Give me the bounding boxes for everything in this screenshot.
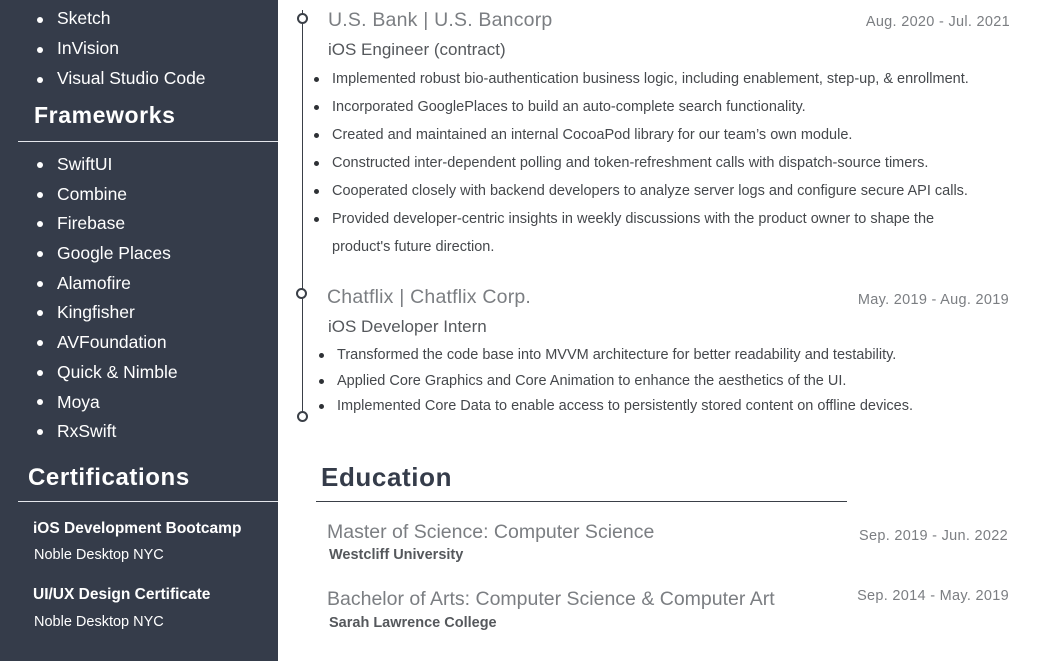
job-role: iOS Engineer (contract) xyxy=(328,40,506,59)
bullet-item: Implemented robust bio-authentication business logic, including enablement, step-up, & enrollment. xyxy=(312,65,969,93)
framework-item: RxSwift xyxy=(34,417,178,447)
certifications-heading: Certifications xyxy=(28,464,190,491)
framework-item: Combine xyxy=(34,180,178,210)
education-dates: Sep. 2019 - Jun. 2022 xyxy=(859,528,1008,544)
job-dates: Aug. 2020 - Jul. 2021 xyxy=(865,14,1010,30)
job-title: U.S. Bank | U.S. Bancorp xyxy=(328,9,553,31)
bullet-item: Created and maintained an internal CocoaPod library for our team’s own module. xyxy=(312,121,969,149)
framework-item: Alamofire xyxy=(34,269,178,299)
certification-org: Noble Desktop NYC xyxy=(34,547,164,563)
bullet-item: Implemented Core Data to enable access to persistently stored content on offline devices. xyxy=(317,394,913,420)
tools-list xyxy=(34,5,206,95)
certification-org: Noble Desktop NYC xyxy=(34,614,164,630)
framework-item: Kingfisher xyxy=(34,298,178,328)
sidebar xyxy=(0,0,278,661)
bullet-item: Transformed the code base into MVVM architecture for better readability and testability. xyxy=(317,343,913,369)
education-degree: Bachelor of Arts: Computer Science & Computer Art xyxy=(327,588,775,610)
job-title: Chatflix | Chatflix Corp. xyxy=(327,286,532,308)
timeline-node xyxy=(297,13,308,24)
timeline-line xyxy=(302,10,303,418)
bullet-item: Applied Core Graphics and Core Animation to enhance the aesthetics of the UI. xyxy=(317,369,913,395)
timeline-node xyxy=(296,288,307,299)
frameworks-divider xyxy=(18,141,278,142)
certification-name: UI/UX Design Certificate xyxy=(33,586,211,603)
framework-item: Quick & Nimble xyxy=(34,358,178,388)
job-role: iOS Developer Intern xyxy=(328,317,487,336)
frameworks-list xyxy=(34,150,178,447)
framework-item: Moya xyxy=(34,388,178,418)
bullet-item: Provided developer-centric insights in weekly discussions with the product owner to shape the xyxy=(312,205,969,233)
bullet-item: Constructed inter-dependent polling and token-refreshment calls with dispatch-source timers. xyxy=(312,149,969,177)
certifications-divider xyxy=(18,501,278,502)
education-dates: Sep. 2014 - May. 2019 xyxy=(857,588,1009,604)
bullet-item: Cooperated closely with backend developers to analyze server logs and configure secure API calls. xyxy=(312,177,969,205)
tool-item: InVision xyxy=(34,35,206,65)
education-school: Sarah Lawrence College xyxy=(329,615,497,631)
education-degree: Master of Science: Computer Science xyxy=(327,521,655,543)
timeline-node xyxy=(297,411,308,422)
framework-item: Firebase xyxy=(34,209,178,239)
bullet-continuation: product's future direction. xyxy=(332,239,495,255)
education-school: Westcliff University xyxy=(329,547,464,563)
framework-item: SwiftUI xyxy=(34,150,178,180)
job-bullets xyxy=(317,343,913,420)
bullet-item: Incorporated GooglePlaces to build an auto-complete search functionality. xyxy=(312,93,969,121)
certification-name: iOS Development Bootcamp xyxy=(33,520,242,537)
education-divider xyxy=(316,501,847,502)
framework-item: Google Places xyxy=(34,239,178,269)
framework-item: AVFoundation xyxy=(34,328,178,358)
frameworks-heading: Frameworks xyxy=(34,102,176,128)
education-heading: Education xyxy=(321,462,453,492)
tool-item: Visual Studio Code xyxy=(34,65,206,95)
job-bullets xyxy=(312,65,969,261)
tool-item: Sketch xyxy=(34,5,206,35)
job-dates: May. 2019 - Aug. 2019 xyxy=(857,292,1009,308)
